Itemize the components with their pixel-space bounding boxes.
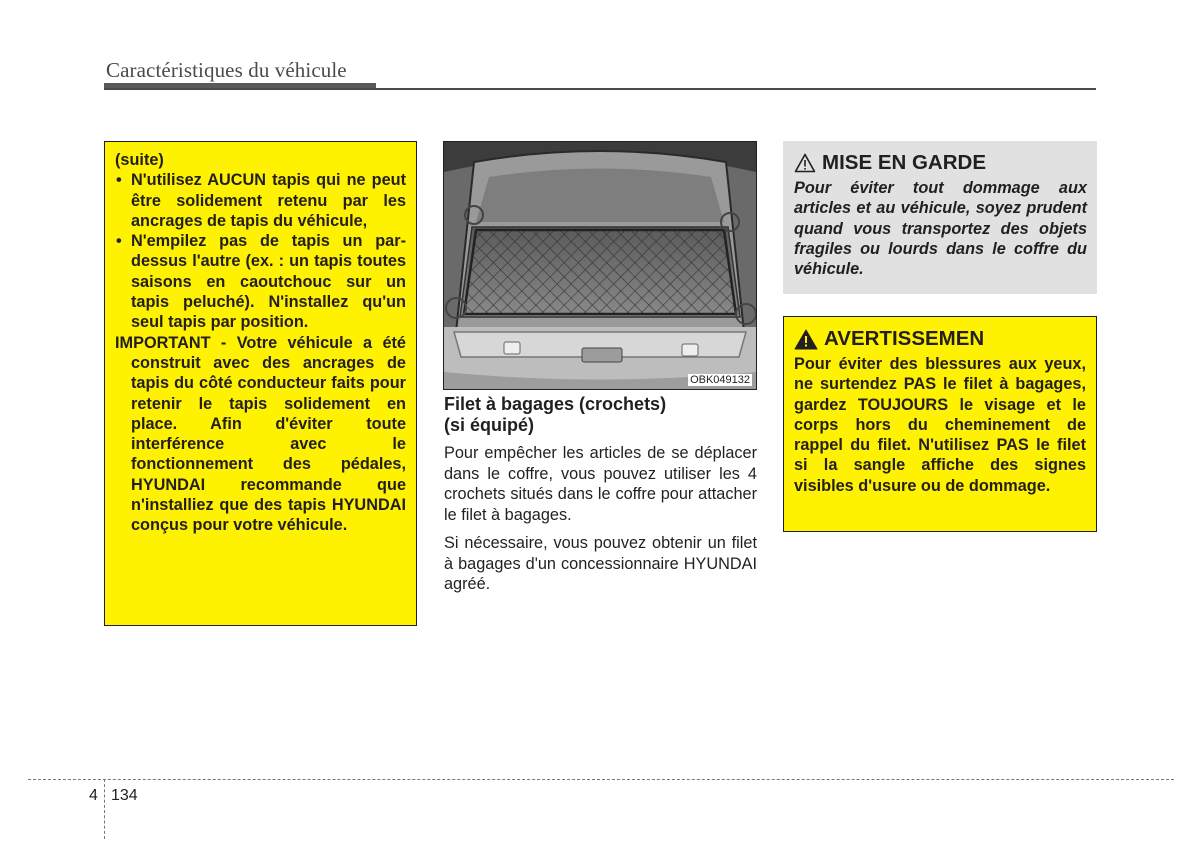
notice-box — [783, 141, 1097, 294]
bullet-item: • N'utilisez AUCUN tapis qui ne peut être solidement retenu par les ancrages de tapis du véhicule, — [115, 170, 406, 231]
chapter-number: 4 — [89, 787, 98, 804]
caution-bullet-list — [115, 170, 406, 332]
warning-title: AVERTISSEMEN — [824, 327, 985, 350]
warning-box — [783, 316, 1097, 532]
body-paragraph: Pour empêcher les articles de se déplacer dans le coffre, vous pouvez utiliser les 4 crochets situés dans le coffre pour attacher le filet à bagages. — [444, 444, 757, 524]
warning-title-row — [794, 327, 1086, 351]
notice-text: Pour éviter tout dommage aux articles et au véhicule, soyez prudent quand vous transportez des objets fragiles ou lourds dans le coffre du véhicule. — [794, 179, 1087, 279]
important-note: IMPORTANT - Votre véhicule a été construit avec des ancrages de tapis du côté conducteur faits pour retenir le tapis solidement en place. Afin d'éviter toute interférence avec le fonctionnement des pédales, HYUNDAI recommande que n'installiez que des tapis HYUNDAI conçus pour votre véhicule. — [115, 333, 406, 535]
footer-rule — [28, 779, 1174, 780]
body-paragraph: Si nécessaire, vous pouvez obtenir un filet à bagages d'un concessionnaire HYUNDAI agréé. — [444, 534, 757, 593]
figure-code-label: OBK049132 — [690, 374, 750, 386]
page-header-title: Caractéristiques du véhicule — [106, 58, 347, 82]
notice-title-row — [794, 151, 1087, 175]
bullet-item: • N'empilez pas de tapis un par-dessus l'autre (ex. : un tapis toutes saisons en caoutchouc sur un tapis peluché). N'installez qu'un seul tapis par position. — [115, 231, 406, 332]
header-rule — [104, 88, 1096, 90]
caution-outline-triangle-icon — [794, 153, 816, 173]
footer-divider — [104, 779, 105, 839]
page-number: 134 — [111, 787, 138, 804]
section-heading-line: Filet à bagages (crochets) — [444, 394, 667, 414]
warning-text: Pour éviter des blessures aux yeux, ne surtendez PAS le filet à bagages, gardez TOUJOURS le visage et le corps hors du cheminement de rappel du filet. N'utilisez PAS le filet si la sangle affiche des signes visibles d'usure ou de dommage. — [794, 355, 1086, 495]
section-heading-line: (si équipé) — [444, 415, 535, 435]
section-body — [444, 443, 757, 603]
trunk-illustration-svg — [444, 142, 756, 389]
trunk-cargo-net-illustration — [443, 141, 757, 390]
caution-box-continued — [104, 141, 417, 626]
notice-title: MISE EN GARDE — [822, 151, 987, 174]
suite-label: (suite) — [115, 151, 164, 169]
warning-filled-triangle-icon — [794, 329, 818, 350]
section-heading — [444, 394, 758, 436]
